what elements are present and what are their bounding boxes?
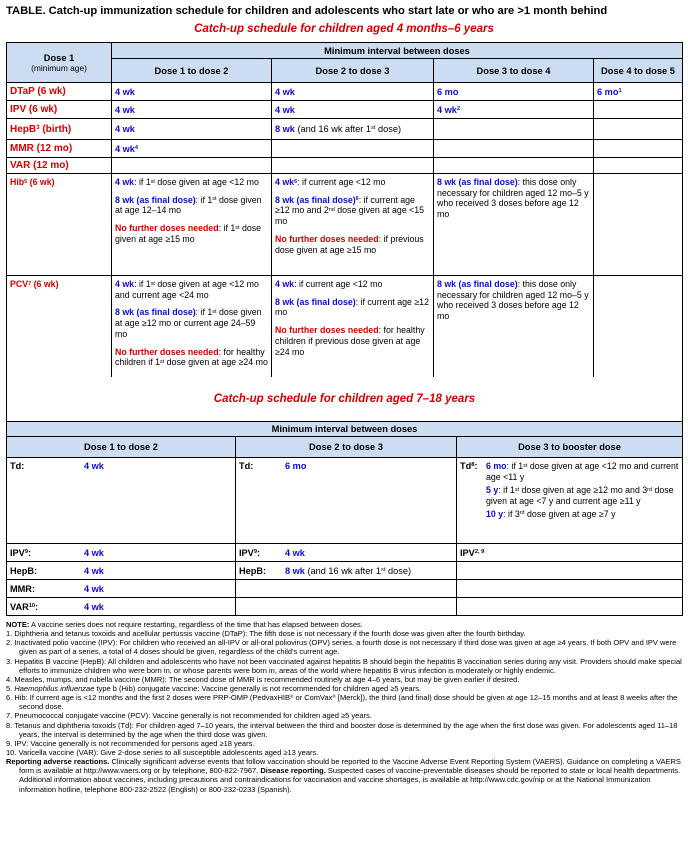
vaccine-label: Td: [10, 461, 25, 471]
footnote-3: 3. Hepatitis B vaccine (HepB): All children and adolescents who have not been vaccinated against hepatitis B should begin the hepatitis B vaccination series during any visit. Providers should make special efforts to immunize children who were born in, or whose parents were born in, areas of the world where hepatitis B virus infection is moderately or highly endemic. [6, 656, 682, 675]
dose1-header-label: Dose 1 [43, 52, 75, 63]
vaccine-label: MMR: [10, 583, 36, 594]
footnote-8: 8. Tetanus and diphtheria toxoids (Td): For children aged 7–10 years, the interval between the third and booster dose is determined by the age when the first dose was given. For adolescents aged 11–18 years, the interval is determined by the age when the third dose was given. [6, 720, 678, 739]
vaccine-name-cell: MMR (12 mo) [7, 140, 112, 158]
interval-cell: 8 wk (and 16 wk after 1st dose) [272, 119, 434, 140]
interval-cell [236, 580, 457, 598]
vaccine-label: IPV$^{2, 9}$ [460, 547, 485, 558]
footnote-7: 7. Pneumococcal conjugate vaccine (PCV): Vaccine generally is not recommended for children aged ≥5 years. [6, 711, 372, 721]
interval-value: 4 wk [84, 601, 104, 612]
table-row-ipv-2 [7, 544, 683, 562]
table-row-mmr-2 [7, 580, 683, 598]
interval-cell: 4 wk [112, 119, 272, 140]
table-row-dtap [7, 83, 683, 101]
catchup-table-7-18y [6, 377, 683, 616]
section1-subtitle: Catch-up schedule for children aged 4 months–6 years [194, 23, 494, 35]
footnote-5: 5. Haemophilus influenzae type b (Hib) conjugate vaccine: Vaccine generally is not recommended for children aged ≥5 years. [6, 683, 422, 693]
interval-cell [236, 544, 457, 562]
table-row-ipv [7, 101, 683, 119]
header-row-1 [7, 43, 683, 59]
interval-value: 4 wk [84, 565, 104, 576]
vaccine-name-cell: Hib$^5$ (6 wk) [7, 174, 112, 276]
interval-cell [112, 158, 272, 174]
interval-cell: 6 $mo^1$ [594, 83, 683, 101]
interval-cell [272, 140, 434, 158]
footnote-6: 6. Hib: If current age is <12 months and the first 2 doses were PRP-OMP (PedvaxHIB® or ComVax® [Merck]), the third (and final) dose should be given at age 12–15 months and at least 8 weeks after the second dose. [6, 693, 678, 712]
interval-value: 6 mo [285, 461, 307, 471]
footnote-reporting: Reporting adverse reactions. Clinically significant adverse events that follow vaccination should be reported to the Vaccine Adverse Event Reporting System (VAERS). Guidance on completing a VAERS form is available at http://www.vaers.org or by telephone, 800-822-7967. Disease reporting. Suspected cases of vaccine-preventable diseases should be reported to state or local health departments. Additional information about vaccines, including precautions and contraindications for vaccination and vaccine shortages, is available at http://www.cdc.gov/nip or at the National Immunization information hotline, telephone 800-232-2522 (English) or 800-232-0233 (Spanish). [6, 757, 681, 794]
interval-cell [594, 140, 683, 158]
vaccine-label: IPV$^9$: [10, 547, 32, 558]
section2-subtitle: Catch-up schedule for children aged 7–18 years [213, 393, 476, 405]
minimum-interval-header: Minimum interval between doses [112, 43, 683, 59]
interval-cell [594, 174, 683, 276]
interval-cell [457, 598, 683, 616]
table-title: TABLE. Catch-up immunization schedule for children and adolescents who start late or who are >1 month behind [6, 5, 608, 17]
col-header-dose1-to-dose2: Dose 1 to dose 2 [112, 59, 272, 83]
table-row-pcv [7, 276, 683, 378]
footnote-4: 4. Measles, mumps, and rubella vaccine (MMR): The second dose of MMR is recommended routinely at age 4–6 years, but may be given earlier if desired. [6, 674, 520, 684]
col-header-dose4-to-dose5: Dose 4 to dose 5 [594, 59, 683, 83]
interval-cell [457, 544, 683, 562]
interval-cell: 8 wk (as final dose): this dose only necessary for children aged 12 mo–5 y who received 3 doses before age 12 mo [434, 174, 594, 276]
interval-value: 4 wk [84, 461, 104, 471]
interval-value: 4 wk [84, 583, 104, 594]
interval-cell: 4 $wk^6$: if current age <12 mo 8 wk (as final dose)$^6$: if current age ≥12 mo and 2nd dose given at age <15 mo No further doses needed: if previous dose given at age ≥15 mo [272, 174, 434, 276]
section2-column-header-row [7, 437, 683, 458]
interval-cell: 4 wk: if 1st dose given at age <12 mo 8 wk (as final dose): if 1st dose given at age 12–14 mo No further doses needed: if 1st dose given at age ≥15 mo [112, 174, 272, 276]
interval-value: 8 wk (and 16 wk after 1st dose) [285, 565, 412, 576]
section2-interval-header-row [7, 422, 683, 437]
interval-cell [7, 458, 236, 544]
interval-cell: 4 wk [272, 101, 434, 119]
footnote-note: NOTE: A vaccine series does not require restarting, regardless of the time that has elapsed between doses. [6, 620, 363, 629]
interval-cell [457, 562, 683, 580]
footnote-10: 10. Varicella vaccine (VAR): Give 2-dose series to all susceptible adolescents aged ≥13 years. [6, 747, 319, 757]
interval-cell [236, 562, 457, 580]
interval-cell [434, 140, 594, 158]
dose1-minimum-age-header [7, 43, 112, 83]
interval-cell: 4 wk: if 1st dose given at age <12 mo and current age <24 mo 8 wk (as final dose): if 1st dose given at age ≥12 mo or current age 24–59 mo No further doses needed: for healthy children if 1st dose given at age ≥24 mo [112, 276, 272, 378]
catchup-table-4mo-6y [6, 42, 683, 378]
interval-value: 6 mo: if 1st dose given at age <12 mo and current age <11 y 5 y: if 1st dose given at age ≥12 mo and 3rd dose given at age <7 y and current age ≥11 y 10 y: if 3rd dose given at age ≥7 y [486, 461, 679, 519]
minimum-age-header-label: (minimum age) [31, 62, 87, 73]
col-header-dose2-to-dose3: Dose 2 to dose 3 [272, 59, 434, 83]
interval-cell: 4 wk [272, 83, 434, 101]
footnote-1: 1. Diphtheria and tetanus toxoids and acellular pertussis vaccine (DTaP): The fifth dose is not necessary if the fourth dose was given after the fourth birthday. [6, 629, 526, 639]
interval-cell [457, 458, 683, 544]
interval-cell: 4 wk [112, 83, 272, 101]
table-row-mmr [7, 140, 683, 158]
table-row-hib [7, 174, 683, 276]
interval-cell [594, 101, 683, 119]
col-header-dose2-to-dose3-2: Dose 2 to dose 3 [236, 437, 457, 458]
interval-cell [594, 119, 683, 140]
table-row-td [7, 458, 683, 544]
table-row-hepb [7, 119, 683, 140]
col-header-dose1-to-dose2-2: Dose 1 to dose 2 [7, 437, 236, 458]
vaccine-label: Td: [239, 461, 254, 471]
interval-cell [236, 598, 457, 616]
table-row-hepb-2 [7, 562, 683, 580]
interval-cell: 6 mo [434, 83, 594, 101]
interval-cell [594, 158, 683, 174]
interval-cell: 4 wk: if current age <12 mo 8 wk (as final dose): if current age ≥12 mo No further doses needed: for healthy children if previous dose given at age ≥24 mo [272, 276, 434, 378]
vaccine-label: HepB: [10, 565, 38, 576]
interval-cell [272, 158, 434, 174]
vaccine-name-cell: DTaP (6 wk) [7, 83, 112, 101]
table-row-var [7, 158, 683, 174]
vaccine-name-cell: IPV (6 wk) [7, 101, 112, 119]
vaccine-name-cell: VAR (12 mo) [7, 158, 112, 174]
interval-cell [236, 458, 457, 544]
interval-cell [457, 580, 683, 598]
vaccine-label: Td$^8$: [460, 461, 478, 471]
interval-cell: 4 $wk^2$ [434, 101, 594, 119]
section2-subtitle-cell [7, 377, 683, 422]
interval-cell [434, 158, 594, 174]
col-header-dose3-to-dose4: Dose 3 to dose 4 [434, 59, 594, 83]
footnote-9: 9. IPV: Vaccine generally is not recommended for persons aged ≥18 years. [6, 738, 255, 748]
vaccine-name-cell: HepB$^3$ (birth) [7, 119, 112, 140]
footnotes [6, 620, 682, 794]
interval-value: 4 wk [84, 547, 104, 558]
vaccine-name-cell: PCV$^7$ (6 wk) [7, 276, 112, 378]
minimum-interval-header-2: Minimum interval between doses [7, 422, 683, 437]
interval-cell [7, 598, 236, 616]
section2-subtitle-row [7, 377, 683, 422]
footnote-2: 2. Inactivated polio vaccine (IPV): For children who received an all-IPV or all-oral poliovirus (OPV) series, a fourth dose is not necessary if third dose was given at age ≥4 years. If both OPV and IPV were given as part of a series, a total of 4 doses should be given, regardless of the child's current age. [6, 638, 677, 657]
interval-cell: 8 wk (as final dose): this dose only necessary for children aged 12 mo–5 y who received 3 doses before age 12 mo [434, 276, 594, 378]
interval-cell [434, 119, 594, 140]
interval-value: 4 wk [285, 547, 305, 558]
table-row-var-2 [7, 598, 683, 616]
interval-cell [7, 562, 236, 580]
vaccine-label: VAR$^{10}$: [10, 601, 39, 612]
interval-cell [7, 580, 236, 598]
vaccine-label: HepB: [239, 565, 267, 576]
col-header-dose3-to-booster: Dose 3 to booster dose [457, 437, 683, 458]
interval-cell [7, 544, 236, 562]
interval-cell [594, 276, 683, 378]
interval-cell: 4 wk [112, 101, 272, 119]
interval-cell: 4 $wk^4$ [112, 140, 272, 158]
vaccine-label: IPV$^9$: [239, 547, 261, 558]
